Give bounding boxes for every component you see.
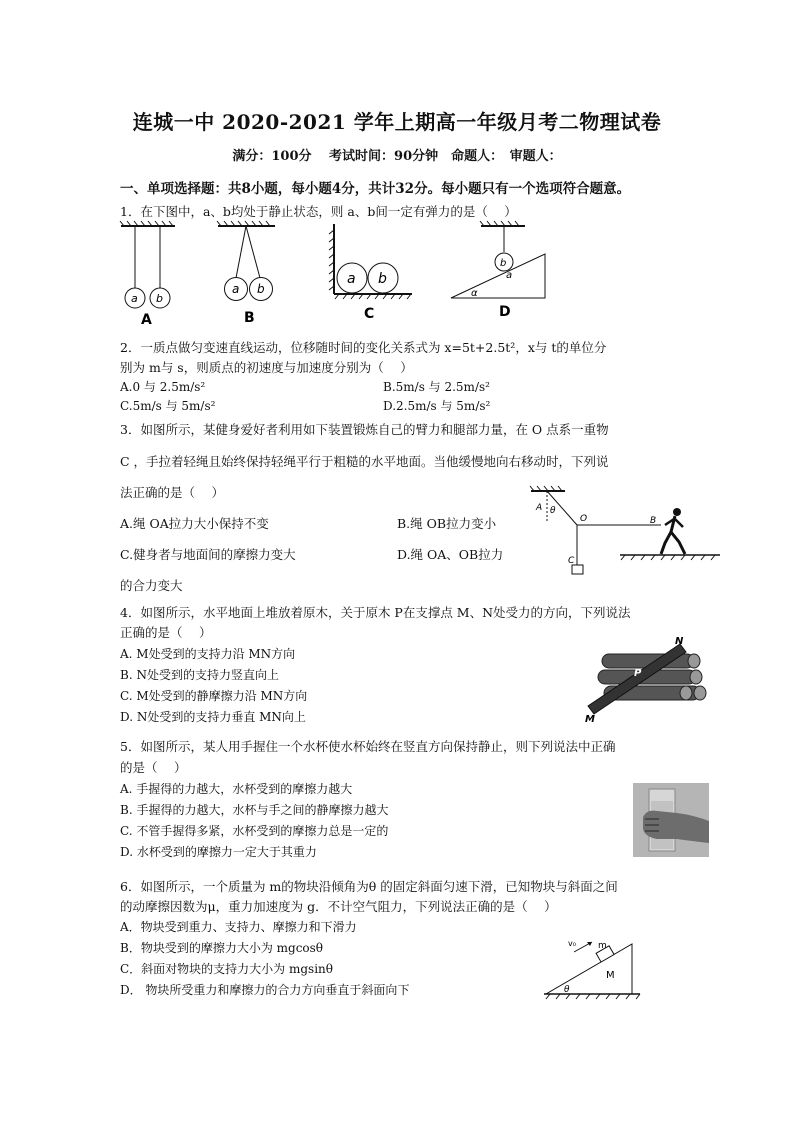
q4-option-a: A. M处受到的支持力沿 MN方向 — [120, 647, 296, 661]
q1-diagram — [115, 220, 555, 328]
q3-stem-line2: C ，手拉着轻绳且始终保持轻绳平行于粗糙的水平地面。当他缓慢地向右移动时，下列说 — [120, 454, 609, 469]
exam-meta: 满分：100分 考试时间：90分钟 命题人： 审题人： — [232, 149, 562, 164]
q6-option-c: C．斜面对物块的支持力大小为 mgsinθ — [120, 962, 334, 976]
q1-d-ball-b: b — [500, 258, 507, 269]
q3-diagram — [525, 485, 725, 580]
q1-b-ball-b: b — [257, 282, 265, 296]
q3-option-a: A.绳 OA拉力大小保持不变 — [120, 516, 269, 531]
q4-fig-label-m: M — [585, 714, 595, 725]
q6-option-d: D． 物块所受重力和摩擦力的合力方向垂直于斜面向下 — [120, 983, 410, 997]
q4-diagram — [580, 632, 720, 727]
q6-option-a: A．物块受到重力、支持力、摩擦力和下滑力 — [120, 920, 357, 934]
q1-d-ball-a: a — [506, 270, 513, 281]
exam-title: 连城一中 2020-2021 学年上期高一年级月考二物理试卷 — [132, 110, 662, 134]
q5-option-a: A. 手握得的力越大，水杯受到的摩擦力越大 — [120, 782, 353, 796]
q1-label-b: B — [244, 310, 255, 326]
q5-option-b: B. 手握得的力越大，水杯与手之间的静摩擦力越大 — [120, 803, 389, 817]
q5-stem-line1: 5．如图所示，某人用手握住一个水杯使水杯始终在竖直方向保持静止，则下列说法中正确 — [120, 739, 616, 754]
q1-label-d: D — [499, 304, 511, 320]
q2-stem-line1: 2．一质点做匀变速直线运动，位移随时间的变化关系式为 x=5t+2.5t²，x与 t的单位分 — [120, 340, 607, 355]
q3-stem-line1: 3．如图所示，某健身爱好者利用如下装置锻炼自己的臂力和腿部力量，在 O 点系一重物 — [120, 422, 609, 437]
q1-figure-a — [120, 221, 175, 328]
q1-a-ball-a: a — [131, 292, 138, 305]
q4-option-d: D. N处受到的支持力垂直 MN向上 — [120, 710, 306, 724]
q3-fig-label-o: O — [580, 514, 588, 524]
q6-fig-m: m — [598, 941, 607, 951]
q4-fig-label-n: N — [675, 636, 684, 647]
q6-option-b: B．物块受到的摩擦力大小为 mgcosθ — [120, 941, 324, 955]
q6-stem-line2: 的动摩擦因数为μ，重力加速度为 g．不计空气阻力，下列说法正确的是（ ） — [120, 899, 557, 914]
q1-d-alpha: α — [471, 288, 478, 299]
q3-option-b: B.绳 OB拉力变小 — [397, 516, 497, 531]
q1-label-a: A — [141, 312, 152, 328]
q4-option-b: B. N处受到的支持力竖直向上 — [120, 668, 279, 682]
q4-option-c: C. M处受到的静摩擦力沿 MN方向 — [120, 689, 308, 703]
q1-a-ball-b: b — [156, 292, 163, 305]
q1-c-ball-a: a — [347, 271, 356, 287]
section-heading: 一、单项选择题：共8小题，每小题4分，共计32分。每小题只有一个选项符合题意。 — [120, 181, 631, 197]
q2-option-d: D.2.5m/s 与 5m/s² — [383, 399, 491, 413]
q6-fig-big-m: M — [606, 970, 615, 981]
q3-fig-label-a: A — [536, 503, 543, 513]
q3-option-d-line2: 的合力变大 — [120, 578, 183, 593]
q3-option-c: C.健身者与地面间的摩擦力变大 — [120, 547, 296, 562]
q1-figure-d — [451, 221, 545, 320]
q2-option-b: B.5m/s 与 2.5m/s² — [383, 380, 490, 394]
q6-stem-line1: 6．如图所示，一个质量为 m的物块沿倾角为θ 的固定斜面匀速下滑，已知物块与斜面之间 — [120, 879, 618, 894]
q5-option-c: C. 不管手握得多紧，水杯受到的摩擦力总是一定的 — [120, 824, 389, 838]
q6-fig-theta: θ — [564, 985, 570, 995]
q3-fig-theta: θ — [550, 506, 556, 516]
q2-option-a: A.0 与 2.5m/s² — [120, 380, 206, 394]
q5-stem-line2: 的是（ ） — [120, 760, 187, 775]
q3-stem-line3: 法正确的是（ ） — [120, 485, 224, 500]
q4-fig-label-p: P — [634, 668, 642, 679]
q3-option-d-line1: D.绳 OA、OB拉力 — [397, 547, 504, 562]
q6-fig-v0: v₀ — [568, 939, 576, 948]
q1-figure-b — [217, 221, 275, 326]
q5-option-d: D. 水杯受到的摩擦力一定大于其重力 — [120, 845, 317, 859]
q4-stem-line1: 4．如图所示，水平地面上堆放着原木，关于原木 P在支撑点 M、N处受力的方向，下列说法 — [120, 605, 631, 620]
q2-option-c: C.5m/s 与 5m/s² — [120, 399, 216, 413]
q1-label-c: C — [364, 306, 375, 322]
q4-stem-line2: 正确的是（ ） — [120, 625, 212, 640]
q2-stem-line2: 别为 m与 s，则质点的初速度与加速度分别为（ ） — [120, 360, 413, 375]
q1-figure-c — [329, 224, 412, 322]
q1-stem: 1．在下图中，a、b均处于静止状态，则 a、b间一定有弹力的是（ ） — [120, 204, 517, 219]
q1-c-ball-b: b — [378, 271, 387, 287]
q5-photo — [633, 783, 709, 857]
q3-fig-label-c: C — [568, 556, 575, 566]
q3-fig-label-b: B — [650, 516, 657, 526]
q6-diagram — [540, 930, 645, 1000]
runner-figure — [661, 508, 685, 554]
q1-b-ball-a: a — [232, 282, 240, 296]
